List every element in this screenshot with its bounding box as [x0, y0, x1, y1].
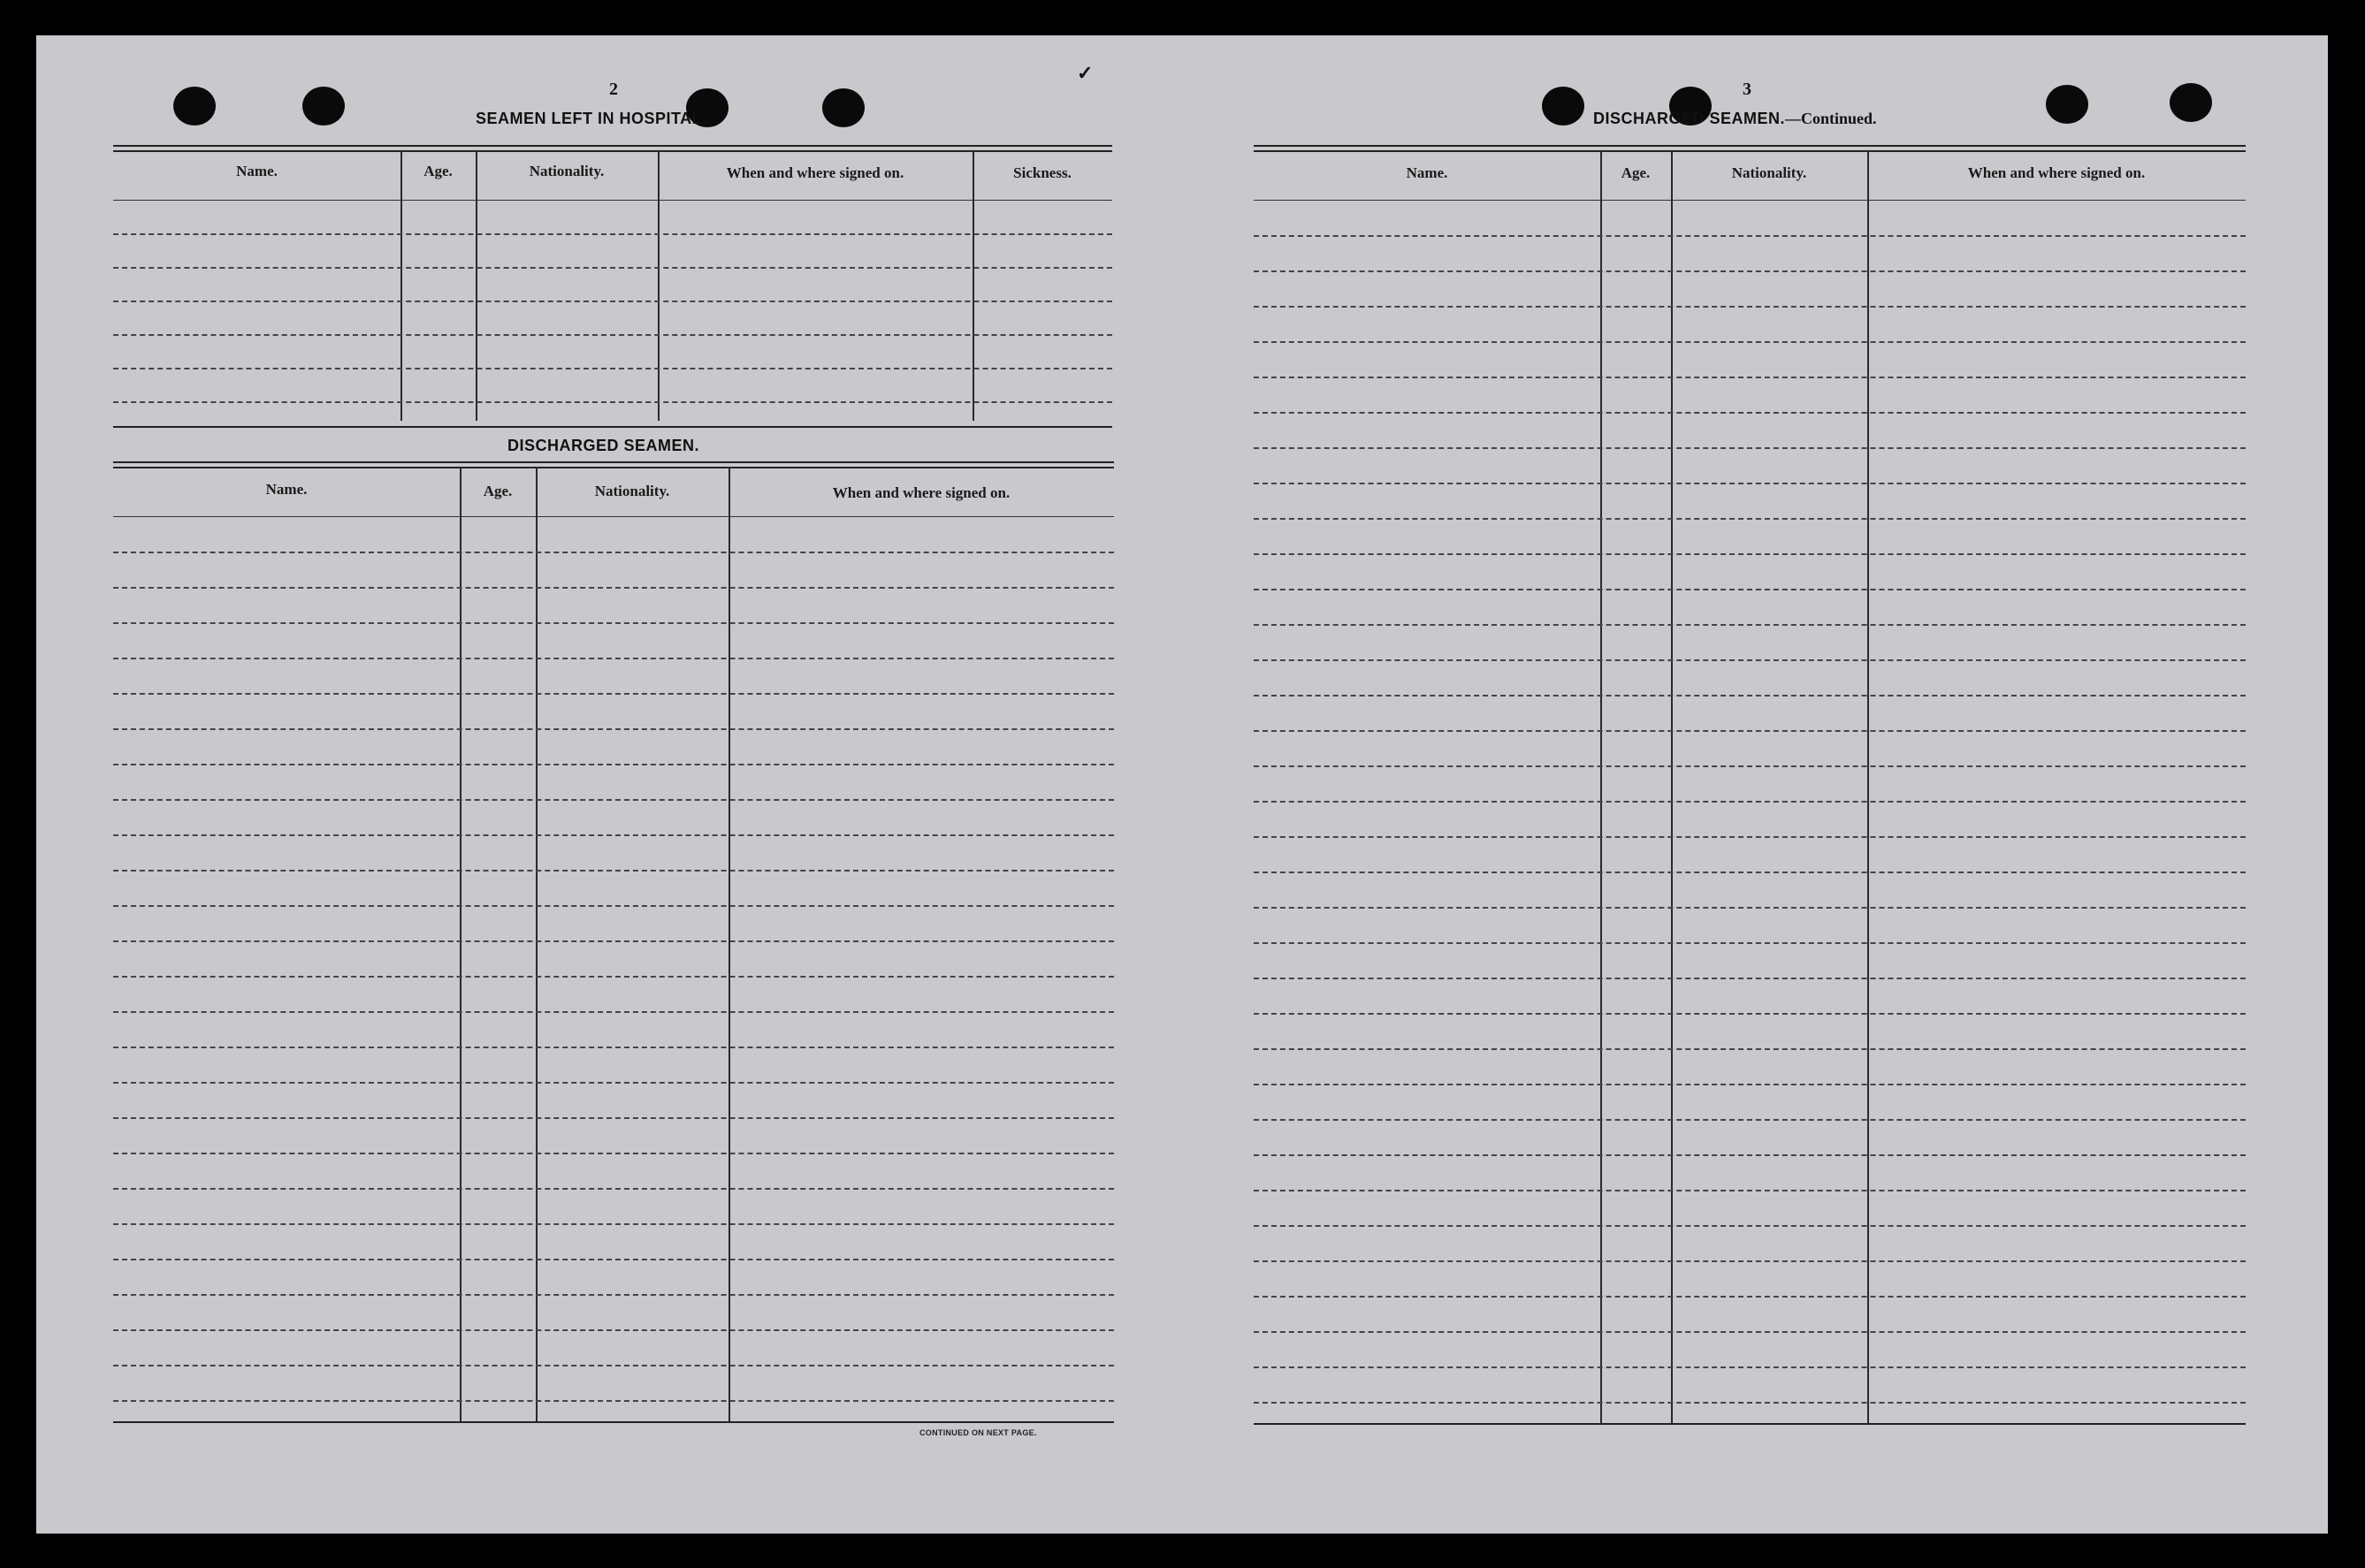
hospital-section-title: SEAMEN LEFT IN HOSPITAL.	[476, 110, 707, 127]
table-row	[113, 301, 1112, 302]
column-header-signed-on: When and where signed on.	[1967, 164, 2146, 181]
table-row	[1254, 836, 2246, 838]
table-row	[113, 1365, 1114, 1366]
discharged-continued-title	[1593, 110, 1877, 128]
table-row	[113, 552, 1114, 553]
column-header-nationality: Nationality.	[594, 483, 670, 499]
table-row	[1254, 235, 2246, 237]
table-row	[1254, 942, 2246, 944]
table-row	[113, 1153, 1114, 1154]
table-row	[1254, 872, 2246, 873]
table-row	[1254, 1119, 2246, 1121]
table-row	[1254, 1084, 2246, 1085]
column-header-nationality: Nationality.	[529, 163, 605, 179]
table-row	[113, 870, 1114, 872]
punch-hole	[822, 88, 865, 127]
table-rows	[113, 200, 1112, 426]
table-row	[1254, 801, 2246, 803]
table-row	[1254, 765, 2246, 767]
table-row	[113, 1117, 1114, 1119]
table-row	[1254, 1013, 2246, 1015]
table-row	[1254, 1154, 2246, 1156]
table-row	[1254, 447, 2246, 449]
table-row	[1254, 1331, 2246, 1333]
table-row	[113, 693, 1114, 695]
column-header-age: Age.	[483, 483, 513, 499]
column-header-name: Name.	[265, 481, 308, 498]
table-row	[113, 1294, 1114, 1296]
table-row	[113, 1400, 1114, 1402]
table-row	[1254, 1190, 2246, 1191]
table-row	[1254, 306, 2246, 308]
column-header-nationality: Nationality.	[1731, 164, 1807, 181]
table-row	[1254, 624, 2246, 626]
ink-mark: ✓	[1077, 62, 1094, 84]
table-row	[1254, 518, 2246, 520]
table-row	[1254, 1402, 2246, 1404]
table-row	[113, 1259, 1114, 1260]
table-row	[113, 1188, 1114, 1190]
table-row	[113, 728, 1114, 730]
column-header-signed-on: When and where signed on.	[832, 484, 1011, 501]
table-row	[113, 1082, 1114, 1084]
table-row	[113, 764, 1114, 765]
table-row	[1254, 412, 2246, 414]
table-row	[1254, 1366, 2246, 1368]
discharged-table	[113, 461, 1114, 1421]
table-row	[113, 905, 1114, 907]
table-row	[113, 587, 1114, 589]
title-main: DISCHARGED SEAMEN.	[1593, 110, 1786, 127]
table-row	[113, 622, 1114, 624]
punch-hole	[2046, 85, 2088, 124]
table-row	[1254, 1225, 2246, 1227]
table-row	[113, 267, 1112, 269]
table-row	[113, 368, 1112, 369]
table-row	[113, 233, 1112, 235]
discharged-continued-table	[1254, 145, 2246, 1423]
punch-hole	[1542, 87, 1584, 126]
table-row	[113, 1329, 1114, 1331]
column-header-age: Age.	[423, 163, 453, 179]
table-row	[1254, 377, 2246, 378]
table-row	[113, 940, 1114, 942]
table-row	[1254, 1048, 2246, 1050]
column-header-signed-on: When and where signed on.	[726, 164, 904, 181]
table-row	[1254, 589, 2246, 590]
table-row	[113, 1011, 1114, 1013]
table-rows	[113, 516, 1114, 1421]
table-rows	[1254, 200, 2246, 1423]
table-row	[1254, 1296, 2246, 1298]
punch-hole	[2170, 83, 2212, 122]
title-continued: —Continued.	[1785, 110, 1877, 127]
table-row	[1254, 553, 2246, 555]
column-header-name: Name.	[236, 163, 278, 179]
table-row	[113, 1223, 1114, 1225]
hospital-table	[113, 145, 1112, 426]
column-header-age: Age.	[1621, 164, 1651, 181]
page-number-right: 3	[1743, 80, 1751, 99]
table-row	[1254, 730, 2246, 732]
column-header-sickness: Sickness.	[1013, 164, 1072, 181]
discharged-section-title: DISCHARGED SEAMEN.	[507, 437, 700, 454]
table-row	[1254, 341, 2246, 343]
table-row	[113, 658, 1114, 659]
table-row	[1254, 483, 2246, 484]
table-row	[113, 401, 1112, 403]
table-row	[1254, 695, 2246, 696]
table-row	[1254, 1260, 2246, 1262]
table-row	[113, 334, 1112, 336]
table-row	[113, 834, 1114, 836]
table-row	[1254, 659, 2246, 661]
table-row	[1254, 270, 2246, 272]
table-row	[113, 1047, 1114, 1048]
page-number-left: 2	[609, 80, 618, 99]
table-row	[1254, 978, 2246, 979]
table-row	[113, 976, 1114, 978]
continued-note: CONTINUED ON NEXT PAGE.	[919, 1428, 1037, 1437]
table-row	[113, 799, 1114, 801]
column-header-name: Name.	[1406, 164, 1448, 181]
table-row	[1254, 907, 2246, 909]
punch-hole	[173, 87, 216, 126]
punch-hole	[302, 87, 345, 126]
